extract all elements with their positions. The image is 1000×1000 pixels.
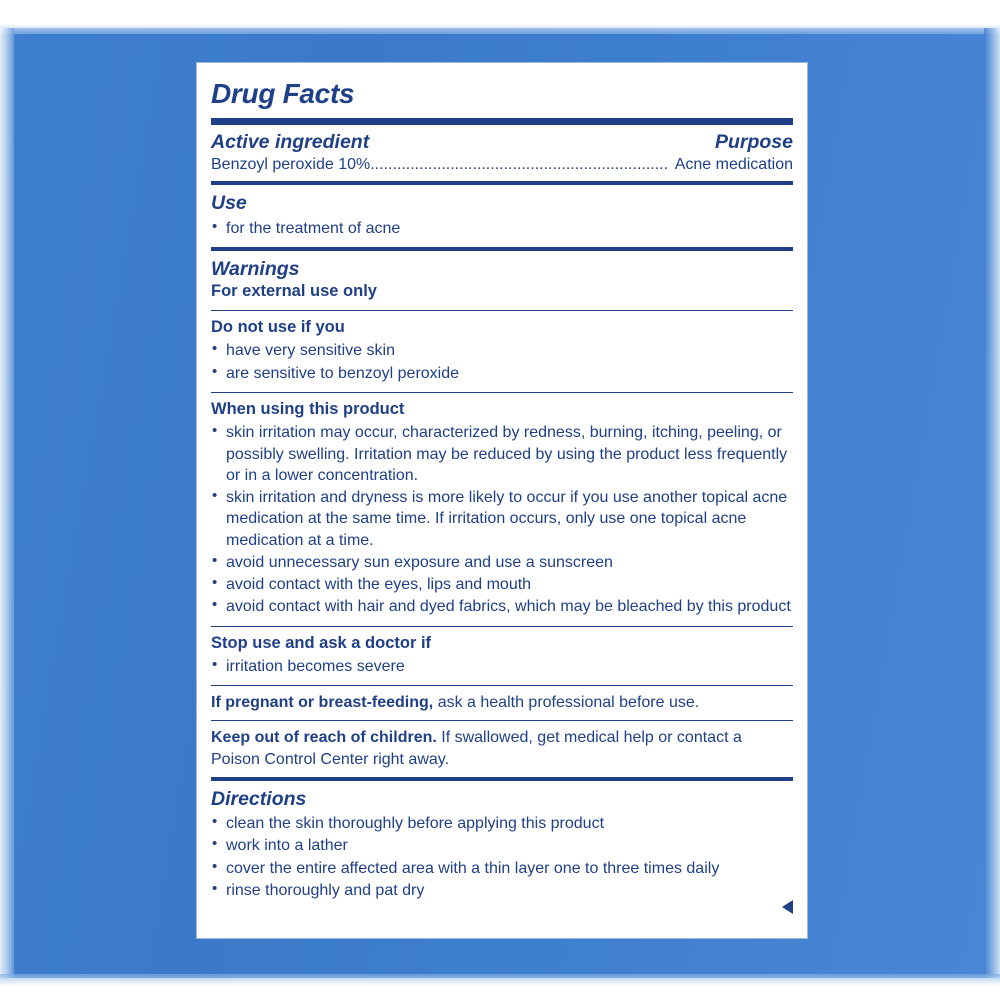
use-heading: Use	[211, 192, 247, 215]
do-not-use-section	[211, 311, 793, 393]
list-item: • irritation becomes severe	[211, 656, 793, 677]
list-item: • skin irritation may occur, characterized by redness, burning, itching, peeling, or possibly swelling. Irritation may be reduced by using the product less frequently or in a lower concentration.	[211, 422, 793, 486]
active-ingredient-heading: Active ingredient	[211, 131, 370, 154]
left-arrow-icon	[782, 900, 793, 914]
do-not-use-list	[211, 340, 793, 384]
list-item: • are sensitive to benzoyl peroxide	[211, 363, 793, 384]
drug-facts-title: Drug Facts	[211, 63, 793, 125]
list-item: • cover the entire affected area with a thin layer one to three times daily	[211, 858, 793, 879]
children-text	[211, 727, 793, 769]
pregnancy-section	[211, 686, 793, 721]
active-ingredient-row	[211, 154, 793, 174]
list-item: • rinse thoroughly and pat dry	[211, 880, 793, 901]
active-ingredient-headings	[211, 131, 793, 154]
list-item: • avoid contact with the eyes, lips and mouth	[211, 574, 793, 595]
list-item: • skin irritation and dryness is more likely to occur if you use another topical acne medication at the same time. If irritation occurs, only use one topical acne medication at a time.	[211, 487, 793, 551]
list-item: • avoid contact with hair and dyed fabrics, which may be bleached by this product	[211, 596, 793, 617]
warnings-section	[211, 251, 793, 311]
children-bold: Keep out of reach of children.	[211, 729, 437, 747]
stop-use-heading: Stop use and ask a doctor if	[211, 633, 432, 652]
children-section	[211, 721, 793, 780]
stop-use-section	[211, 627, 793, 687]
carton-edge-bottom	[0, 974, 1000, 986]
drug-facts-panel	[196, 62, 808, 939]
external-use-only: For external use only	[211, 282, 377, 301]
carton-edge-left	[0, 28, 14, 978]
carton-edge-right	[984, 28, 1000, 978]
when-using-section	[211, 393, 793, 627]
carton-edge-top	[0, 24, 1000, 34]
use-section	[211, 185, 793, 251]
list-item: • work into a lather	[211, 835, 793, 856]
list-item: • clean the skin thoroughly before applying this product	[211, 813, 793, 834]
directions-heading: Directions	[211, 787, 307, 810]
purpose-value: Acne medication	[674, 156, 793, 174]
list-item: • for the treatment of acne	[211, 218, 793, 239]
directions-section	[211, 781, 793, 909]
list-item: • avoid unnecessary sun exposure and use a sunscreen	[211, 552, 793, 573]
pregnancy-text	[211, 692, 793, 713]
leader-dots: ...................................................................	[370, 156, 669, 174]
warnings-heading: Warnings	[211, 258, 300, 281]
active-ingredient-section	[211, 125, 793, 185]
do-not-use-heading: Do not use if you	[211, 317, 345, 336]
active-ingredient-value: Benzoyl peroxide 10%	[211, 156, 371, 174]
when-using-list	[211, 422, 793, 617]
directions-list	[211, 813, 793, 901]
list-item: • have very sensitive skin	[211, 340, 793, 361]
use-list	[211, 218, 793, 239]
when-using-heading: When using this product	[211, 399, 405, 418]
purpose-heading: Purpose	[714, 131, 793, 154]
pregnancy-bold: If pregnant or breast-feeding,	[211, 694, 434, 712]
children-rest: If swallowed, get medical help or contact a Poison Control Center right away.	[211, 729, 742, 768]
pregnancy-rest: ask a health professional before use.	[433, 694, 700, 712]
stop-use-list	[211, 656, 793, 677]
